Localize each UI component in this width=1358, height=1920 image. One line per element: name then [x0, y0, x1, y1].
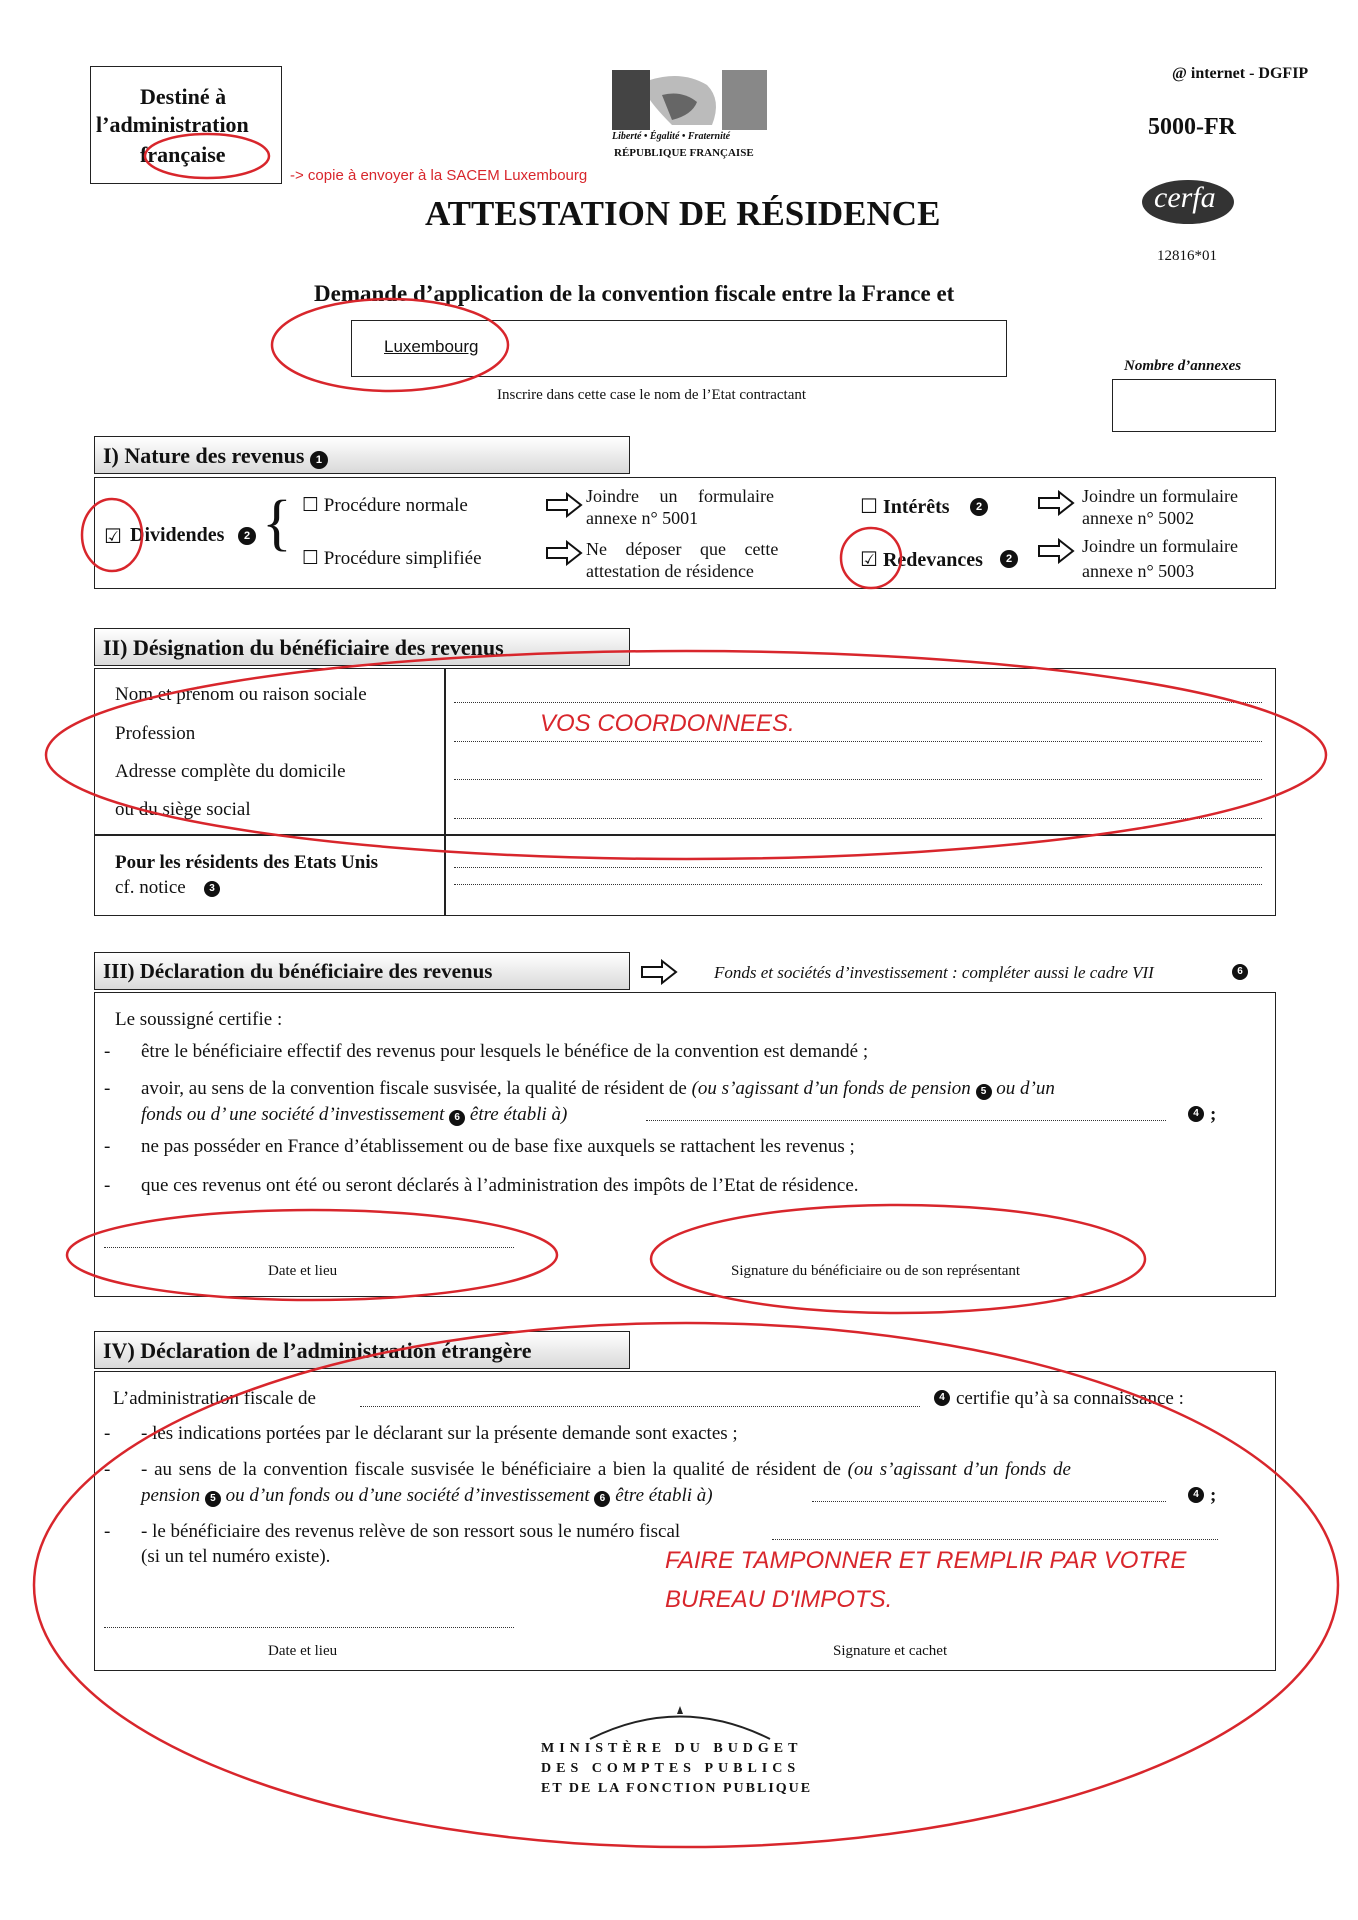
- date-lieu-label: Date et lieu: [268, 1263, 338, 1279]
- dash: -: [104, 1041, 111, 1062]
- arrow-icon: [640, 959, 678, 985]
- fonds-note: Fonds et sociétés d’investissement : compléter aussi le cadre VII: [714, 963, 1154, 982]
- bullet-2c: 2: [1000, 550, 1018, 568]
- bullet-4a: 4: [1188, 1106, 1204, 1122]
- s4-line4: (si un tel numéro existe).: [141, 1546, 331, 1567]
- dash: -: [104, 1423, 111, 1444]
- admin-date-field[interactable]: [104, 1627, 514, 1628]
- us-field-2[interactable]: [454, 884, 1262, 885]
- bullet-3: 3: [204, 881, 220, 897]
- s4-line1: - les indications portées par le déclarant sur la présente demande sont exactes ;: [141, 1423, 738, 1444]
- bullet-1: 1: [310, 451, 328, 469]
- bullet-6: 6: [1232, 964, 1248, 980]
- admin-date-label: Date et lieu: [268, 1643, 338, 1659]
- soussigne: Le soussigné certifie :: [115, 1009, 283, 1030]
- footer-line1: MINISTÈRE DU BUDGET: [541, 1741, 803, 1756]
- adresse-label: Adresse complète du domicile: [115, 761, 346, 782]
- us-notice: cf. notice: [115, 877, 186, 898]
- cerfa-number: 12816*01: [1157, 248, 1217, 264]
- residence-field[interactable]: [646, 1120, 1166, 1121]
- republique-motto: Liberté • Égalité • Fraternité: [612, 131, 731, 142]
- semicolon: ;: [1210, 1485, 1217, 1506]
- subtitle: Demande d’application de la convention fiscale entre la France et: [314, 281, 955, 306]
- arrow-icon: [1037, 538, 1075, 564]
- date-lieu-field[interactable]: [104, 1247, 514, 1248]
- s4-line2a: - au sens de la convention fiscale susvisée le bénéficiaire a bien la qualité de résident de (ou s’agissant d’un fonds de: [141, 1459, 1071, 1480]
- internet-label: @ internet - DGFIP: [1172, 65, 1309, 82]
- destine-line2: l’administration: [96, 112, 249, 137]
- footer-line2: DES COMPTES PUBLICS: [541, 1761, 801, 1776]
- dash: -: [104, 1078, 111, 1099]
- proc-simplifiee[interactable]: ☐ Procédure simplifiée: [302, 547, 482, 569]
- ne-pas-b: attestation de résidence: [586, 561, 754, 581]
- joindre-5001-a: Joindre un formulaire: [586, 486, 774, 506]
- copy-note: -> copie à envoyer à la SACEM Luxembourg: [290, 167, 588, 184]
- joindre-5003-a: Joindre un formulaire: [1082, 536, 1238, 556]
- state-value: Luxembourg: [384, 337, 479, 356]
- dash: -: [104, 1136, 111, 1157]
- s3-line4: que ces revenus ont été ou seront déclarés à l’administration des impôts de l’Etat de résidence.: [141, 1175, 859, 1196]
- arrow-icon: [545, 540, 583, 566]
- handwritten-coordonnees: VOS COORDONNEES.: [540, 710, 795, 737]
- s3-line2b: fonds ou d’ une société d’investissement 6 être établi à): [141, 1104, 568, 1125]
- admin-signature-label: Signature et cachet: [833, 1643, 948, 1659]
- joindre-5003-b: annexe n° 5003: [1082, 561, 1195, 581]
- ne-pas-a: Ne déposer que cette: [586, 539, 779, 559]
- form-code: 5000-FR: [1148, 114, 1236, 140]
- bullet-4b: 4: [934, 1390, 950, 1406]
- section3-header: III) Déclaration du bénéficiaire des revenus: [94, 952, 630, 990]
- state-hint: Inscrire dans cette case le nom de l’Etat contractant: [497, 387, 807, 403]
- dividendes-checkbox[interactable]: ☑: [104, 524, 122, 548]
- admin-country-field[interactable]: [360, 1406, 920, 1407]
- arrow-icon: [545, 492, 583, 518]
- signature-label: Signature du bénéficiaire ou de son représentant: [731, 1263, 1021, 1279]
- interets-checkbox[interactable]: ☐ Intérêts: [860, 494, 950, 518]
- republique-name: RÉPUBLIQUE FRANÇAISE: [614, 147, 754, 159]
- section2-header: II) Désignation du bénéficiaire des revenus: [94, 628, 630, 666]
- us-label: Pour les résidents des Etats Unis: [115, 852, 379, 873]
- brace: {: [262, 489, 292, 557]
- section2-hdivider: [94, 834, 1276, 836]
- us-field-1[interactable]: [454, 867, 1262, 868]
- cerfa-label: cerfa: [1154, 181, 1216, 214]
- joindre-5002-b: annexe n° 5002: [1082, 508, 1195, 528]
- page-title: ATTESTATION DE RÉSIDENCE: [425, 194, 941, 233]
- siege-field[interactable]: [454, 818, 1262, 819]
- s3-line1: être le bénéficiaire effectif des revenus pour lesquels le bénéfice de la convention est demandé ;: [141, 1041, 869, 1062]
- destine-line1: Destiné à: [140, 84, 227, 109]
- arrow-icon: [1037, 490, 1075, 516]
- s4-line2b: pension 5 ou d’un fonds ou d’une société d’investissement 6 être établi à): [141, 1485, 713, 1506]
- annexes-field[interactable]: [1112, 379, 1276, 432]
- profession-label: Profession: [115, 723, 196, 744]
- ministry-logo-icon: [585, 1704, 775, 1744]
- section1-title: I) Nature des revenus: [103, 443, 305, 468]
- nom-field[interactable]: [454, 702, 1262, 703]
- proc-normale[interactable]: ☐ Procédure normale: [302, 494, 468, 516]
- s4-line3: - le bénéficiaire des revenus relève de son ressort sous le numéro fiscal: [141, 1521, 681, 1542]
- bullet-4c: 4: [1188, 1487, 1204, 1503]
- marianne-logo-icon: [612, 70, 767, 130]
- numero-fiscal-field[interactable]: [772, 1539, 1218, 1540]
- admin-de: L’administration fiscale de: [113, 1388, 316, 1409]
- dividendes-label: Dividendes: [130, 524, 225, 546]
- s3-line2a: avoir, au sens de la convention fiscale susvisée, la qualité de résident de (ou s’agissant d’un fonds de pension 5 ou d’un: [141, 1078, 1055, 1099]
- admin-residence-field[interactable]: [812, 1501, 1166, 1502]
- bullet-2b: 2: [970, 498, 988, 516]
- section1-header: [94, 436, 630, 474]
- destine-line3: française: [140, 142, 226, 167]
- dash: -: [104, 1175, 111, 1196]
- bullet-2a: 2: [238, 527, 256, 545]
- footer-line3: ET DE LA FONCTION PUBLIQUE: [541, 1781, 813, 1796]
- joindre-5002-a: Joindre un formulaire: [1082, 486, 1238, 506]
- semicolon: ;: [1210, 1104, 1217, 1125]
- certifie: certifie qu’à sa connaissance :: [956, 1388, 1184, 1409]
- annexes-label: Nombre d’annexes: [1124, 358, 1242, 374]
- dash: -: [104, 1521, 111, 1542]
- profession-field[interactable]: [454, 741, 1262, 742]
- joindre-5001-b: annexe n° 5001: [586, 508, 699, 528]
- section4-header: IV) Déclaration de l’administration étrangère: [94, 1331, 630, 1369]
- s3-line3: ne pas posséder en France d’établissement ou de base fixe auxquels se rattachent les revenus ;: [141, 1136, 855, 1157]
- dash: -: [104, 1459, 111, 1480]
- handwritten-tamponner-1: FAIRE TAMPONNER ET REMPLIR PAR VOTRE: [665, 1547, 1187, 1574]
- section2-vdivider: [444, 668, 446, 916]
- redevances-checkbox[interactable]: ☑ Redevances: [860, 547, 983, 571]
- nom-label: Nom et prénom ou raison sociale: [115, 684, 367, 705]
- siege-label: ou du siège social: [115, 799, 251, 820]
- adresse-field[interactable]: [454, 779, 1262, 780]
- handwritten-tamponner-2: BUREAU D'IMPOTS.: [665, 1586, 893, 1613]
